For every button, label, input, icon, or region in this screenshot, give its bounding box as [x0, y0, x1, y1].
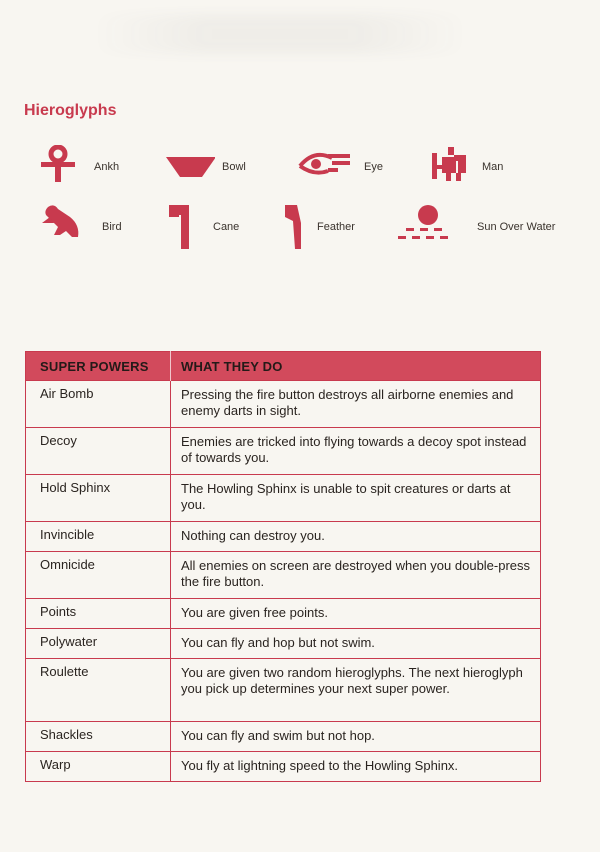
power-effect: You can fly and hop but not swim.: [171, 629, 541, 659]
power-effect: Pressing the fire button destroys all airborne enemies and enemy darts in sight.: [171, 381, 541, 428]
hieroglyph-legend: [0, 140, 600, 260]
glyph-label: Bird: [102, 221, 122, 233]
table-row: [26, 599, 541, 629]
power-name: Decoy: [26, 428, 171, 475]
glyph-label: Bowl: [222, 161, 246, 173]
table-row: [26, 381, 541, 428]
header-what-they-do: WHAT THEY DO: [171, 352, 541, 381]
header-super-powers: SUPER POWERS: [26, 352, 171, 381]
power-effect: You are given free points.: [171, 599, 541, 629]
power-name: Polywater: [26, 629, 171, 659]
table-row: [26, 475, 541, 522]
bird-icon: [40, 203, 84, 243]
power-effect: You are given two random hieroglyphs. The next hieroglyph you pick up determines your next super power.: [171, 659, 541, 722]
power-name: Roulette: [26, 659, 171, 722]
table-row: [26, 722, 541, 752]
man-icon: [432, 145, 472, 185]
super-powers-table: [25, 351, 541, 782]
table-row: [26, 752, 541, 782]
glyph-label: Eye: [364, 161, 383, 173]
power-name: Warp: [26, 752, 171, 782]
power-name: Air Bomb: [26, 381, 171, 428]
section-title: Hieroglyphs: [24, 102, 117, 119]
table-row: [26, 552, 541, 599]
sun-over-water-icon: [398, 203, 458, 247]
table-row: [26, 659, 541, 722]
table-row: [26, 522, 541, 552]
power-name: Omnicide: [26, 552, 171, 599]
power-name: Points: [26, 599, 171, 629]
cane-icon: [167, 203, 197, 251]
power-name: Invincible: [26, 522, 171, 552]
table-row: [26, 629, 541, 659]
glyph-label: Feather: [317, 221, 355, 233]
ankh-icon: [40, 145, 80, 185]
power-effect: Nothing can destroy you.: [171, 522, 541, 552]
power-effect: You fly at lightning speed to the Howling Sphinx.: [171, 752, 541, 782]
table-header-row: [26, 352, 541, 381]
power-effect: You can fly and swim but not hop.: [171, 722, 541, 752]
glyph-label: Ankh: [94, 161, 120, 173]
bowl-icon: [165, 145, 215, 185]
bleed-through-smudge: [90, 14, 470, 54]
table-row: [26, 428, 541, 475]
power-effect: The Howling Sphinx is unable to spit creatures or darts at you.: [171, 475, 541, 522]
power-effect: All enemies on screen are destroyed when you double-press the fire button.: [171, 552, 541, 599]
glyph-label: Sun Over Water: [477, 221, 556, 233]
eye-icon: [298, 145, 358, 185]
glyph-label: Cane: [213, 221, 240, 233]
feather-icon: [283, 203, 313, 251]
power-name: Hold Sphinx: [26, 475, 171, 522]
glyph-label: Man: [482, 161, 504, 173]
power-effect: Enemies are tricked into flying towards a decoy spot instead of towards you.: [171, 428, 541, 475]
power-name: Shackles: [26, 722, 171, 752]
